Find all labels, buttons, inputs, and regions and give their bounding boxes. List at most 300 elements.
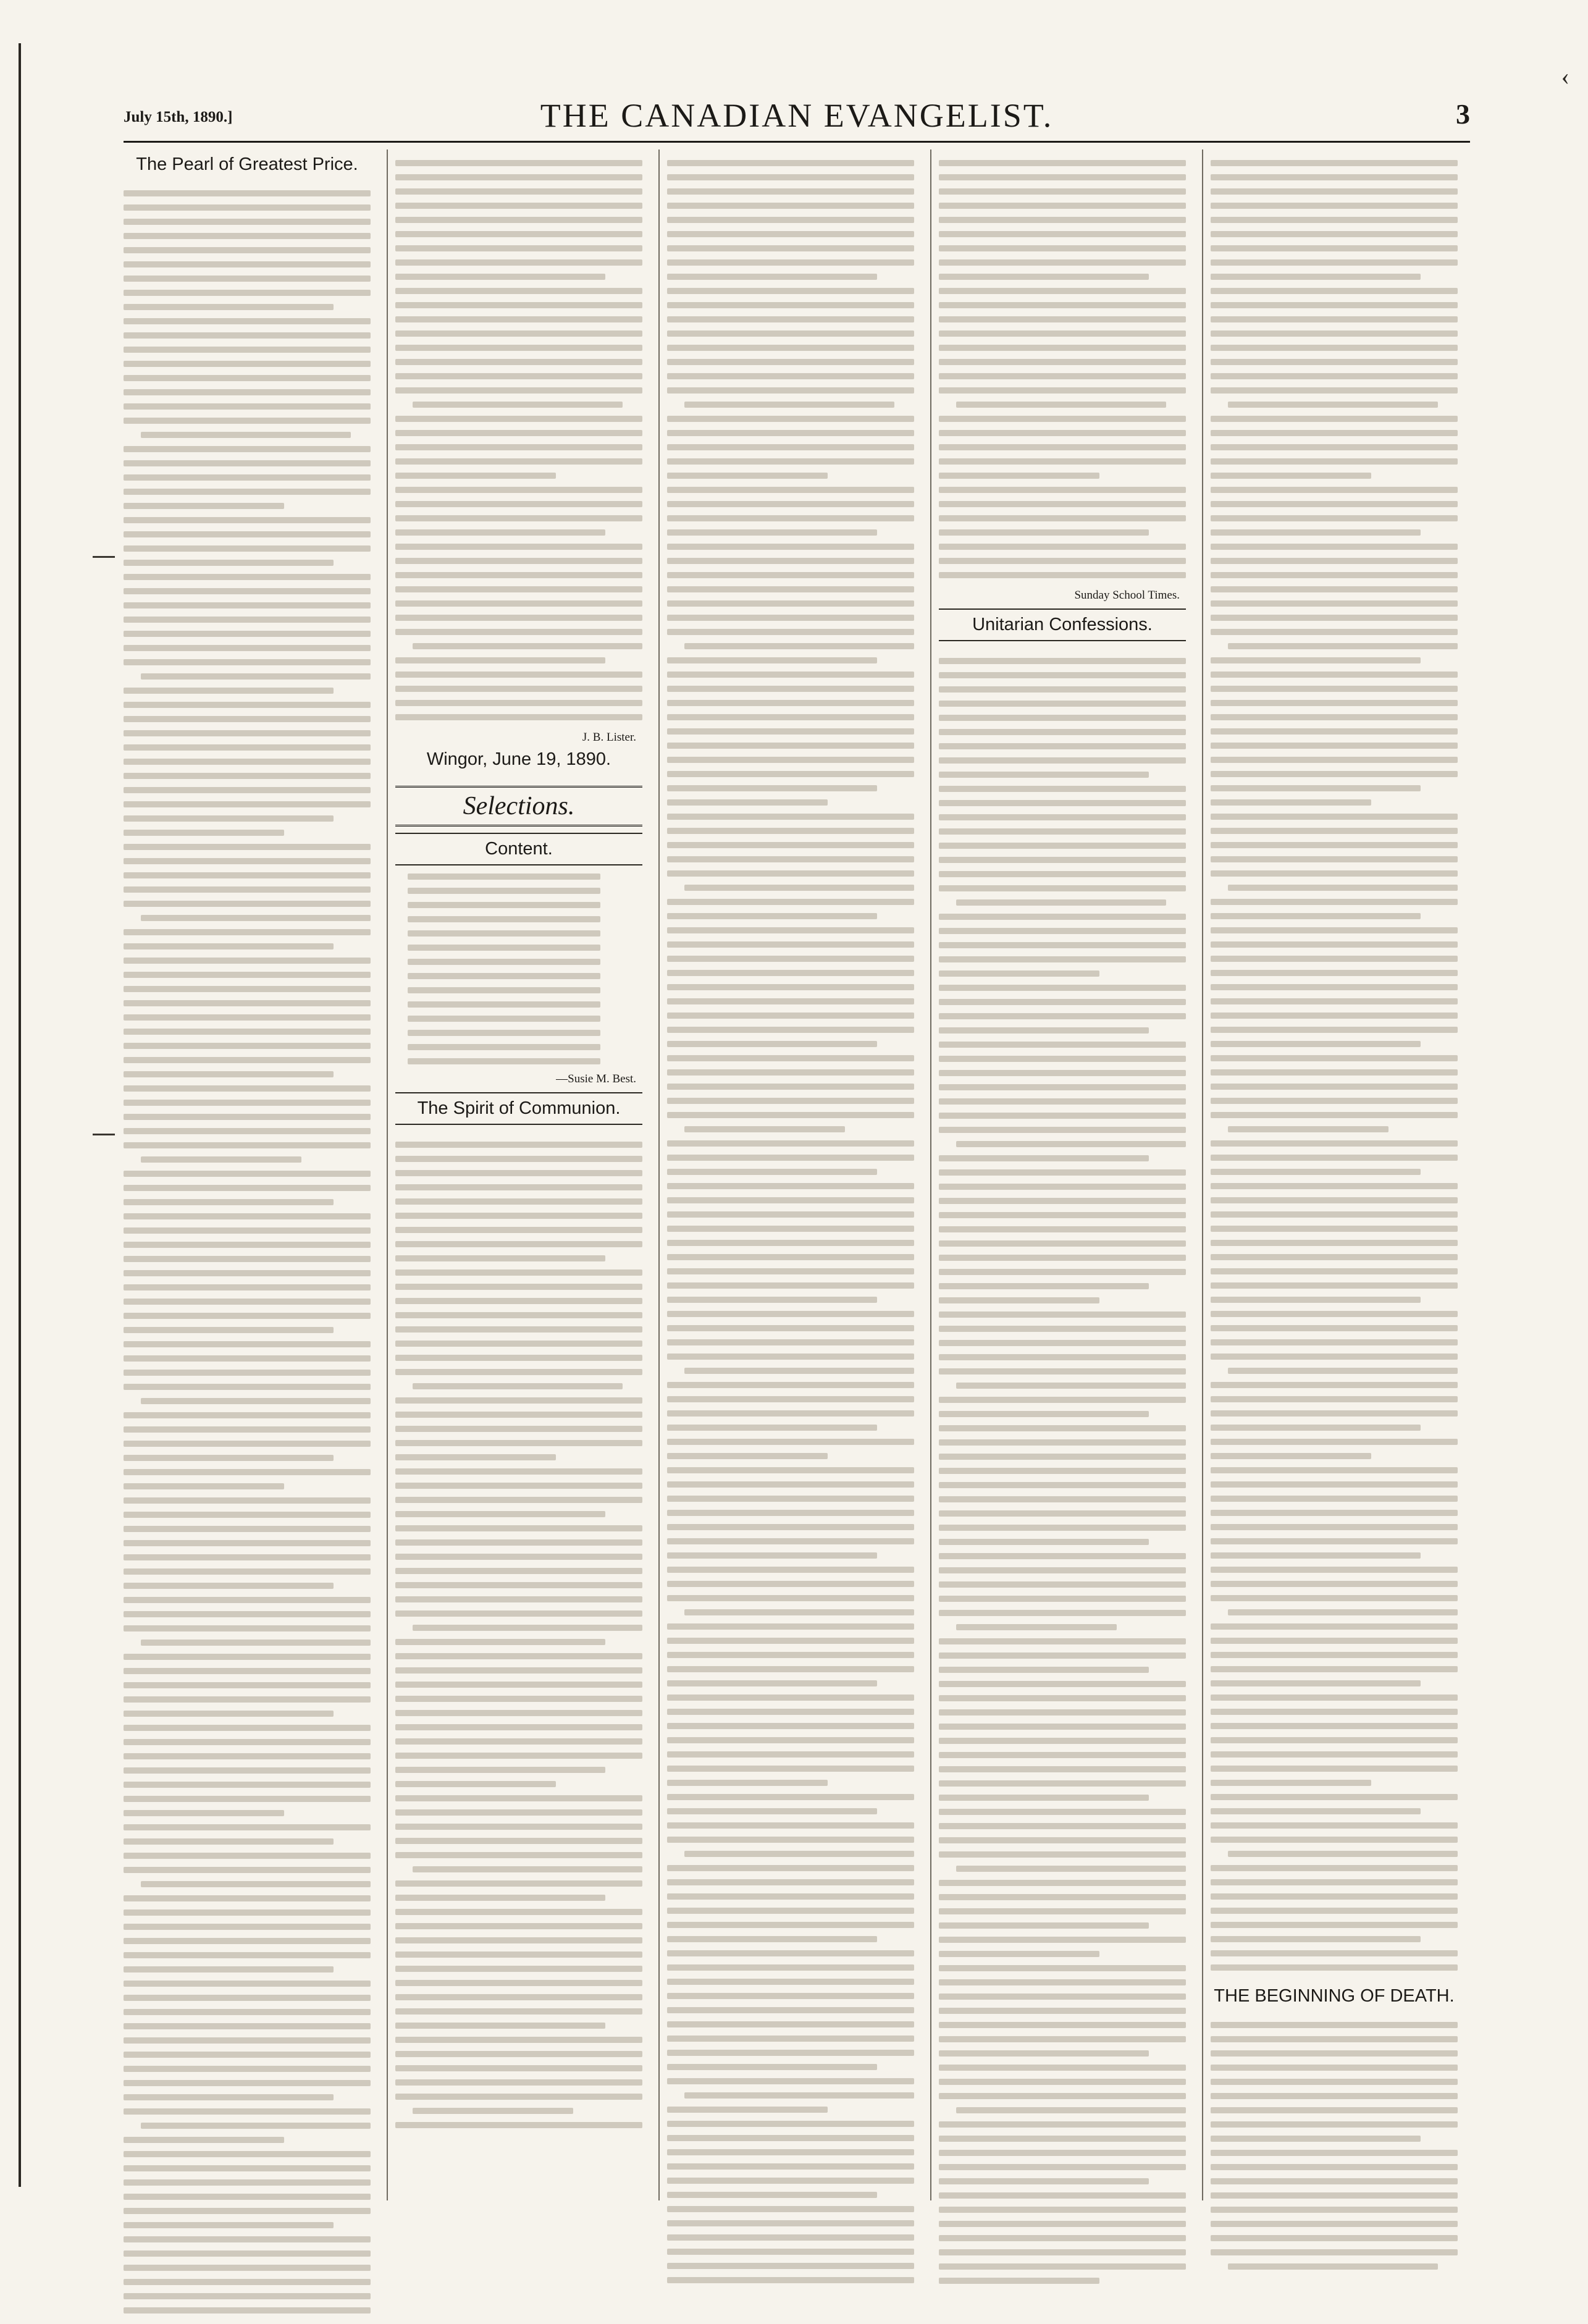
text-line [124,716,371,722]
text-line [395,1781,556,1787]
text-line [413,1866,642,1872]
text-line [667,544,914,550]
text-line [124,347,371,353]
text-line [395,1227,642,1233]
text-line [395,544,642,550]
text-line [1228,643,1458,649]
text-line [124,1554,371,1560]
text-line [1211,2178,1458,2184]
text-line [124,1895,371,1901]
text-line [939,2235,1186,2241]
text-line [1211,1084,1458,1090]
text-line [395,1667,642,1674]
poem-line [408,930,600,937]
text-line [124,1270,371,1276]
text-line [395,2023,605,2029]
text-line [939,2207,1186,2213]
text-line [395,1738,642,1745]
text-line [1211,1311,1458,1317]
text-line [124,1100,371,1106]
text-line [1211,1268,1458,1274]
text-line [667,1282,914,1289]
text-line [667,501,914,507]
text-line [667,686,914,692]
text-line [395,515,642,521]
text-line [1211,1226,1458,1232]
text-line [1211,203,1458,209]
corner-mark: ‹ [1561,62,1569,90]
text-line [141,1881,371,1887]
text-line [1211,274,1421,280]
text-line [1211,1382,1458,1388]
text-line [667,1893,914,1900]
text-line [124,844,371,850]
text-line [395,1198,642,1205]
text-line [667,558,914,564]
text-line [1211,2107,1458,2113]
text-line [1211,1837,1458,1843]
text-line [124,986,371,992]
text-line [1211,1339,1458,1345]
poem-line [408,1044,600,1050]
poem-line [408,945,600,951]
text-line [667,1410,914,1417]
text-line [939,1184,1186,1190]
text-line [124,1327,334,1333]
text-line [1211,2249,1458,2255]
text-line [124,517,371,523]
text-line [667,1950,914,1956]
text-line [939,1240,1186,1247]
section-heading: The Pearl of Greatest Price. [136,154,358,174]
text-line [1211,629,1458,635]
text-line [939,914,1186,920]
text-line [939,1468,1186,1474]
text-line [1211,1893,1458,1900]
text-line [395,1312,642,1318]
text-line [395,1596,642,1602]
text-line [395,1539,642,1546]
masthead-title: THE CANADIAN EVANGELIST. [540,97,1054,134]
text-line [1211,572,1458,578]
column-rule [1202,149,1203,2200]
text-line [124,1796,371,1802]
text-line [1211,927,1458,933]
text-line [939,1908,1186,1914]
text-line [395,672,642,678]
text-line [395,416,642,422]
text-line [1211,444,1458,450]
text-line [939,2022,1186,2028]
text-line [1211,1155,1458,1161]
paragraph-text [939,647,1186,2294]
text-line [124,1469,371,1475]
column-rule [930,149,931,2200]
text-line [667,345,914,351]
text-line [667,1695,914,1701]
text-line [667,231,914,237]
text-line [667,2163,914,2170]
text-line [395,444,642,450]
text-line [124,702,371,708]
text-line [395,2094,642,2100]
text-line [939,444,1186,450]
text-line [939,970,1099,977]
poem-line [408,987,600,993]
text-line [1211,856,1458,862]
text-line [667,1737,914,1743]
text-line [395,188,642,195]
text-line [1211,558,1458,564]
text-line [1211,2164,1458,2170]
text-line [956,1624,1117,1630]
text-line [395,302,642,308]
text-line [395,1156,642,1162]
text-line [956,1383,1186,1389]
text-line [413,402,623,408]
text-line [667,1084,914,1090]
text-line [395,2122,642,2128]
text-line [939,999,1186,1005]
text-line [1211,1794,1458,1800]
text-line [124,1810,284,1816]
text-line [124,1171,371,1177]
text-line [939,373,1186,379]
text-line [124,1981,371,1987]
text-line [1211,487,1458,493]
text-line [124,1142,371,1148]
byline: Sunday School Times. [1074,589,1180,602]
text-line [124,204,371,211]
text-line [124,247,371,253]
text-line [395,1682,642,1688]
text-line [939,1425,1186,1431]
text-line [395,174,642,180]
text-line [667,174,914,180]
text-line [667,743,914,749]
text-line [939,2263,1186,2270]
text-line [1228,1126,1388,1132]
text-line [667,1865,914,1871]
text-line [124,361,371,367]
poem-line [408,1030,600,1036]
text-line [1211,1623,1458,1630]
text-line [124,1540,371,1546]
text-line [939,1198,1186,1204]
text-line [124,1909,371,1916]
text-line [395,259,642,266]
selections-banner: Selections. [395,786,642,827]
text-line [939,2278,1099,2284]
text-line [667,2135,914,2141]
text-line [395,1653,642,1659]
text-line [667,615,914,621]
text-line [1211,1325,1458,1331]
text-line [395,1923,642,1929]
text-column [395,149,642,2200]
text-line [667,1268,914,1274]
text-line [939,1255,1186,1261]
text-line [1211,2036,1458,2042]
text-line [124,730,371,736]
text-line [395,1497,642,1503]
text-line [124,2194,371,2200]
text-line [395,1483,642,1489]
text-line [395,1468,642,1475]
text-line [939,387,1186,394]
text-line [956,2107,1186,2113]
text-line [1211,1964,1458,1971]
text-line [939,1937,1186,1943]
text-line [667,1808,877,1814]
text-line [124,460,371,466]
text-line [395,2051,642,2057]
text-line [124,1426,371,1433]
text-line [667,373,914,379]
text-line [667,2121,914,2127]
poem-line [408,1001,600,1008]
text-line [1211,330,1458,337]
text-line [956,1866,1186,1872]
text-line [667,473,828,479]
text-line [395,1909,642,1915]
text-line [667,1325,914,1331]
text-line [939,1667,1149,1673]
text-line [939,928,1186,934]
text-line [939,1397,1186,1403]
text-line [1228,1609,1458,1615]
text-line [124,1213,371,1219]
text-line [667,1013,914,1019]
text-line [395,686,642,692]
text-line [395,714,642,720]
text-line [939,701,1186,707]
text-line [124,1185,371,1191]
text-line [124,872,371,878]
text-line [667,1652,914,1658]
text-line [395,387,642,394]
text-column [124,149,371,2200]
text-line [1211,1496,1458,1502]
text-line [124,2222,334,2228]
text-line [939,1297,1099,1303]
text-line [684,1126,845,1132]
text-line [939,231,1186,237]
text-line [1211,1666,1458,1672]
text-line [939,757,1186,764]
text-line [667,1183,914,1189]
text-line [124,2066,371,2072]
text-line [667,1993,914,1999]
text-line [124,1966,334,1972]
text-line [667,970,914,976]
text-line [1211,416,1458,422]
text-line [124,1867,371,1873]
text-line [124,1753,371,1759]
text-line [1211,259,1458,266]
text-line [667,288,914,294]
text-line [667,941,914,948]
text-line [667,1112,914,1118]
paragraph-text [1211,2011,1458,2280]
text-line [1211,1396,1458,1402]
text-column [1211,149,1458,2200]
text-line [395,501,642,507]
text-line [667,672,914,678]
text-line [667,828,914,834]
text-line [124,958,371,964]
text-line [1211,1354,1458,1360]
text-line [939,1212,1186,1218]
text-line [413,643,642,649]
text-line [939,2178,1149,2184]
text-line [939,1013,1186,1019]
text-line [124,1370,371,1376]
text-line [395,330,642,337]
poem-line [408,973,600,979]
text-line [1211,1297,1421,1303]
text-line [124,318,371,324]
text-line [1211,359,1458,365]
text-line [1211,2192,1458,2199]
text-line [124,332,371,339]
text-line [956,402,1166,408]
text-line [395,2037,642,2043]
text-line [1211,302,1458,308]
text-line [124,574,371,580]
text-line [1211,1680,1421,1686]
section-heading: The Spirit of Communion. [395,1092,642,1125]
text-line [141,1156,301,1163]
text-line [124,545,371,552]
text-line [1211,2093,1458,2099]
text-line [939,1752,1186,1758]
text-line [667,2064,877,2070]
text-line [395,1554,642,1560]
text-line [395,1937,642,1943]
text-line [1211,1780,1371,1786]
text-line [1211,515,1458,521]
text-line [667,1055,914,1061]
text-line [939,1809,1186,1815]
text-line [395,203,642,209]
text-line [939,1979,1186,1985]
text-line [1211,231,1458,237]
text-line [124,489,371,495]
text-line [124,1242,371,1248]
text-line [395,2008,642,2015]
text-line [1211,586,1458,592]
text-line [684,885,914,891]
text-line [939,1098,1186,1105]
text-line [1211,1098,1458,1104]
text-line [395,1895,605,1901]
text-line [1211,2050,1458,2057]
text-line [395,473,556,479]
text-line [1211,1538,1458,1544]
text-line [939,501,1186,507]
text-line [124,1625,371,1631]
byline: J. B. Lister. [582,731,636,744]
text-line [1211,1140,1458,1147]
text-line [1211,1112,1458,1118]
text-line [939,316,1186,322]
text-line [1211,956,1458,962]
text-line [939,1070,1186,1076]
text-line [667,2078,914,2084]
text-line [939,274,1149,280]
text-line [395,1426,642,1432]
text-line [395,1582,642,1588]
text-line [667,1979,914,1985]
text-line [667,1240,914,1246]
text-line [1211,870,1458,877]
text-line [939,529,1149,536]
text-line [667,1794,914,1800]
text-line [124,1682,371,1688]
text-line [939,1681,1186,1687]
text-line [667,2036,914,2042]
text-line [124,1512,371,1518]
text-line [667,700,914,706]
text-line [667,998,914,1004]
text-line [684,1609,914,1615]
text-line [124,1824,371,1830]
text-line [684,1368,914,1374]
text-line [1211,2136,1421,2142]
text-line [939,885,1186,891]
text-line [124,2179,371,2186]
text-line [395,1767,605,1773]
text-line [667,217,914,223]
text-line [939,1596,1186,1602]
text-line [141,1398,371,1404]
text-line [1211,1822,1458,1829]
text-line [939,1738,1186,1744]
text-line [395,1696,642,1702]
text-line [939,2036,1186,2042]
text-line [395,1284,642,1290]
text-line [124,1199,334,1205]
text-line [124,1597,371,1603]
text-line [124,276,371,282]
text-line [124,602,371,608]
text-line [395,274,605,280]
text-line [1228,2263,1438,2270]
text-line [667,515,914,521]
text-line [667,956,914,962]
text-line [667,2192,877,2198]
text-line [667,1666,914,1672]
text-line [667,1140,914,1147]
text-line [395,1951,642,1958]
text-line [1211,2022,1458,2028]
text-line [939,430,1186,436]
text-line [667,842,914,848]
text-line [124,1583,334,1589]
text-line [667,572,914,578]
text-line [667,1155,914,1161]
paragraph-text [124,180,371,2324]
page-header [124,93,1470,133]
text-line [124,446,371,452]
text-line [395,1440,642,1446]
text-line [1211,387,1458,394]
text-line [939,203,1186,209]
text-line [667,430,914,436]
text-line [939,458,1186,465]
text-line [667,1425,877,1431]
